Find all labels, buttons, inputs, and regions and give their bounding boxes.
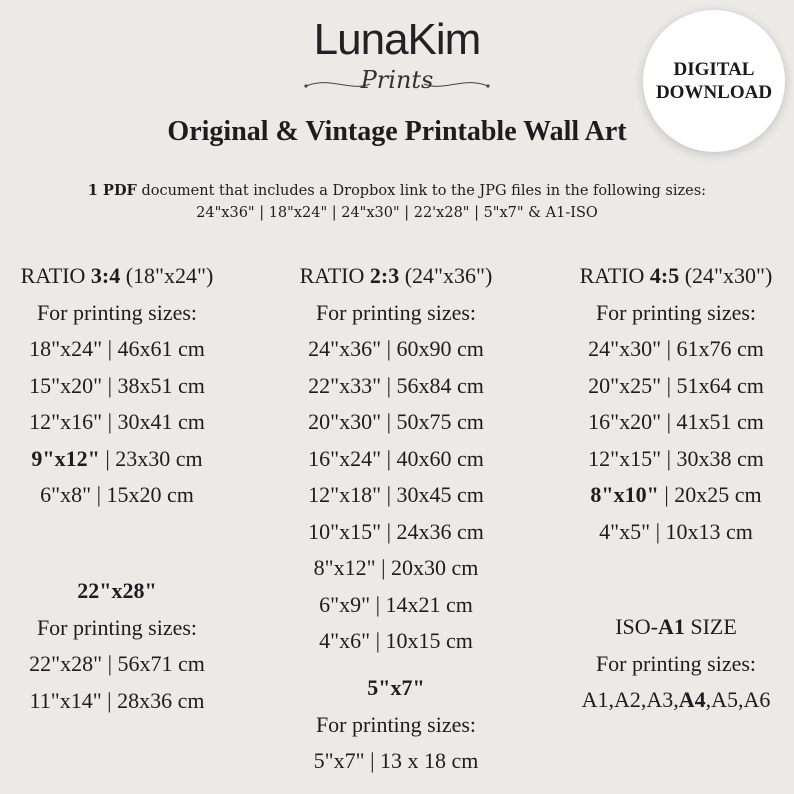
size-row <box>280 623 512 660</box>
size-cm: | 60x90 cm <box>381 336 484 361</box>
size-inches: 20"x25" <box>588 372 662 398</box>
size-row <box>558 331 794 368</box>
brand-name: LunaKim <box>313 15 481 64</box>
description <box>0 180 794 224</box>
printing-sizes-label: For printing sizes: <box>315 299 477 325</box>
size-cm: | 61x76 cm <box>661 336 764 361</box>
ratio-3-4-heading <box>4 258 230 295</box>
iso-bold: A1 <box>657 614 685 639</box>
size-row: 11"x14" | 28x36 cm <box>29 687 205 713</box>
iso-size-list <box>558 682 794 719</box>
size-inches: 10"x15" <box>308 518 382 544</box>
ratio-prefix: RATIO <box>299 263 370 288</box>
size-inches: 12"x18" <box>308 482 382 507</box>
size-inches-highlight: 8"x10" <box>590 482 659 507</box>
size-22x28-heading: 22"x28" <box>77 578 157 603</box>
size-row <box>558 514 794 551</box>
description-line-1 <box>0 180 794 202</box>
size-row <box>558 404 794 441</box>
size-inches: 16"x24" <box>308 445 382 471</box>
iso-list-part: ,A5,A6 <box>705 687 771 712</box>
size-cm: | 38x51 cm <box>102 372 205 398</box>
iso-a1-block <box>558 609 794 719</box>
ratio-value: 2:3 <box>369 263 400 288</box>
size-cm: | 46x61 cm <box>102 336 205 361</box>
size-inches: 4"x6" <box>319 628 371 653</box>
ratio-suffix: (24"x36") <box>399 263 493 288</box>
description-sizes: 24"x36" | 18"x24" | 24"x30" | 22'x28" | 5"x7" & A1-ISO <box>196 205 598 221</box>
size-cm: | 40x60 cm <box>381 445 484 471</box>
iso-heading <box>558 609 794 646</box>
size-row <box>558 441 794 478</box>
size-inches: 24"x30" <box>588 336 662 361</box>
printing-sizes-label: For printing sizes: <box>595 299 757 325</box>
ratio-suffix: (24"x30") <box>679 263 773 288</box>
size-row <box>4 477 230 514</box>
size-cm: | 10x13 cm <box>650 518 753 544</box>
size-cm: | 30x38 cm <box>661 445 764 471</box>
size-row <box>280 368 512 405</box>
ratio-prefix: RATIO <box>20 263 91 288</box>
ratio-4-5-heading <box>558 258 794 295</box>
printing-sizes-label: For printing sizes: <box>595 650 757 676</box>
size-cm: | 41x51 cm <box>661 409 764 434</box>
size-inches: 4"x5" <box>599 518 651 544</box>
size-cm: | 10x15 cm <box>370 628 473 653</box>
size-inches: 6"x9" <box>319 591 371 617</box>
size-cm: | 14x21 cm <box>370 591 473 617</box>
ratio-2-3-heading <box>280 258 512 295</box>
size-inches: 12"x16" <box>29 409 103 434</box>
size-cm: | 56x84 cm <box>381 372 484 398</box>
size-5x7-heading: 5"x7" <box>367 675 425 700</box>
iso-list-highlight: A4 <box>678 687 706 712</box>
size-cm: | 20x25 cm <box>658 482 762 507</box>
size-row <box>280 587 512 624</box>
size-cm: | 51x64 cm <box>661 372 764 398</box>
size-cm: | 23x30 cm <box>99 445 203 471</box>
badge-line-1: DIGITAL <box>673 59 755 80</box>
size-inches: 6"x8" <box>40 482 92 507</box>
size-22x28-block <box>4 573 230 719</box>
ratio-3-4-column <box>4 258 230 514</box>
iso-suffix: SIZE <box>684 614 737 639</box>
size-row: 5"x7" | 13 x 18 cm <box>313 748 479 773</box>
size-row <box>4 368 230 405</box>
ratio-value: 4:5 <box>649 263 680 288</box>
badge-line-2: DOWNLOAD <box>655 82 773 103</box>
size-cm: | 24x36 cm <box>381 518 484 544</box>
size-row <box>4 331 230 368</box>
printing-sizes-label: For printing sizes: <box>36 299 198 325</box>
description-bold: 1 PDF <box>87 182 137 199</box>
size-row: 22"x28" | 56x71 cm <box>29 651 205 676</box>
size-row <box>280 477 512 514</box>
size-row <box>280 514 512 551</box>
ratio-2-3-column <box>280 258 512 660</box>
size-inches: 18"x24" <box>29 336 103 361</box>
size-row <box>558 477 794 514</box>
brand-subtitle: Prints <box>360 66 434 94</box>
iso-prefix: ISO- <box>615 614 658 639</box>
size-inches: 22"x33" <box>308 372 382 398</box>
size-row <box>4 404 230 441</box>
printing-sizes-label: For printing sizes: <box>36 614 198 640</box>
size-cm: | 30x45 cm <box>381 482 484 507</box>
page-title: Original & Vintage Printable Wall Art <box>167 116 627 147</box>
size-row <box>280 331 512 368</box>
size-inches: 15"x20" <box>29 372 103 398</box>
size-inches: 8"x12" <box>313 555 376 580</box>
size-row <box>4 441 230 478</box>
ratio-4-5-column <box>558 258 794 550</box>
size-inches: 24"x36" <box>308 336 382 361</box>
size-inches: 20"x30" <box>308 409 382 434</box>
ratio-value: 3:4 <box>90 263 121 288</box>
ratio-prefix: RATIO <box>579 263 650 288</box>
size-inches: 12"x15" <box>588 445 662 471</box>
iso-list-part: A1,A2,A3, <box>581 687 679 712</box>
size-inches: 16"x20" <box>588 409 662 434</box>
size-cm: | 15x20 cm <box>91 482 194 507</box>
size-row <box>280 550 512 587</box>
size-inches-highlight: 9"x12" <box>31 445 100 471</box>
size-row <box>280 441 512 478</box>
size-row <box>558 368 794 405</box>
size-cm: | 50x75 cm <box>381 409 484 434</box>
ratio-suffix: (18"x24") <box>120 263 214 288</box>
size-5x7-block <box>280 670 512 780</box>
size-cm: | 30x41 cm <box>102 409 205 434</box>
description-text: document that includes a Dropbox link to the JPG files in the following sizes: <box>136 183 707 199</box>
size-cm: | 20x30 cm <box>375 555 479 580</box>
printing-sizes-label: For printing sizes: <box>315 711 477 737</box>
size-row <box>280 404 512 441</box>
